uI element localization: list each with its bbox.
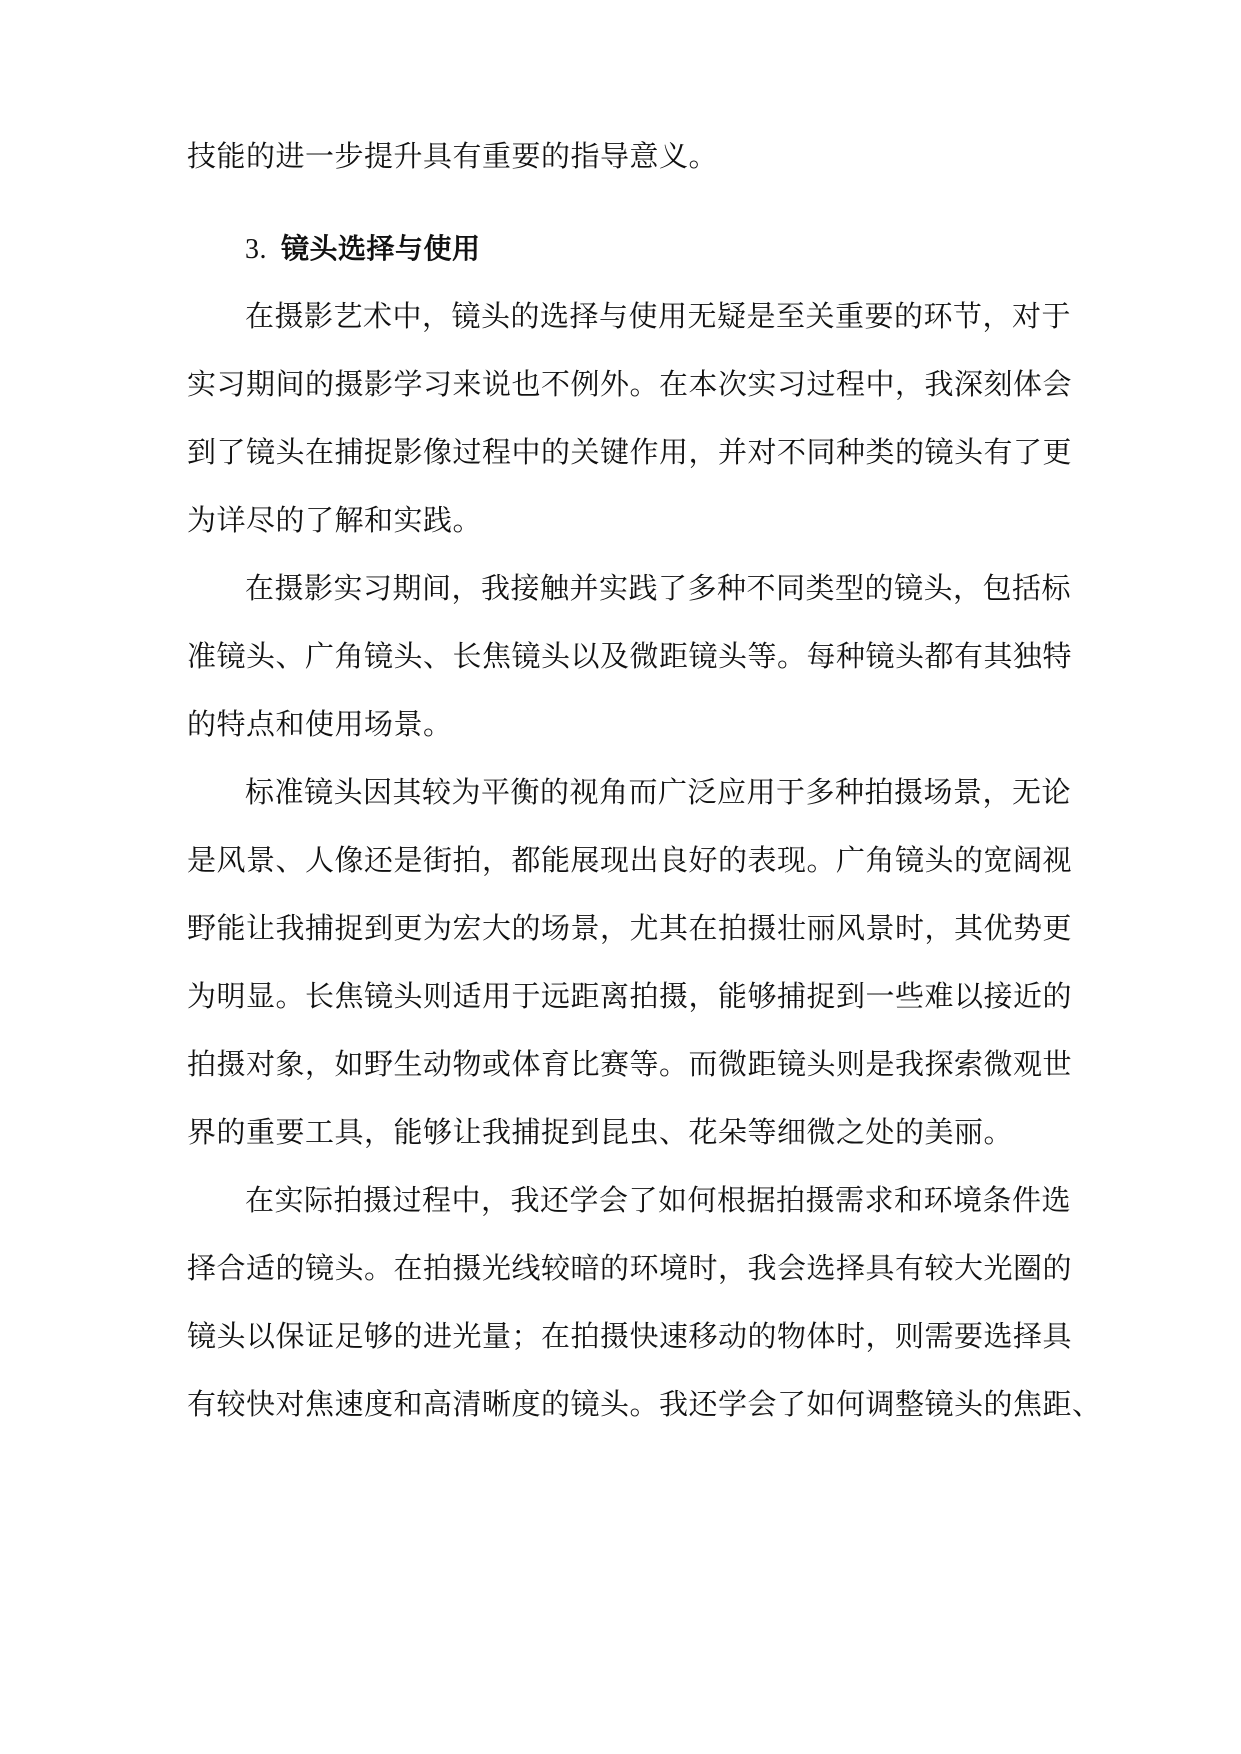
paragraph-line: 的特点和使用场景。: [187, 707, 453, 741]
section-title: 镜头选择与使用: [281, 232, 481, 265]
paragraph-line: 择合适的镜头。在拍摄光线较暗的环境时，我会选择具有较大光圈的: [187, 1251, 1073, 1285]
paragraph-line: 在摄影艺术中，镜头的选择与使用无疑是至关重要的环节，对于: [245, 299, 1072, 333]
paragraph-line: 技能的进一步提升具有重要的指导意义。: [187, 139, 719, 173]
section-number: 3.: [245, 234, 267, 265]
paragraph-line: 在摄影实习期间，我接触并实践了多种不同类型的镜头，包括标: [245, 571, 1072, 605]
paragraph-line: 拍摄对象，如野生动物或体育比赛等。而微距镜头则是我探索微观世: [187, 1047, 1073, 1081]
paragraph-line: 标准镜头因其较为平衡的视角而广泛应用于多种拍摄场景，无论: [245, 775, 1072, 809]
paragraph-line: 为明显。长焦镜头则适用于远距离拍摄，能够捕捉到一些难以接近的: [187, 979, 1073, 1013]
paragraph-line: 野能让我捕捉到更为宏大的场景，尤其在拍摄壮丽风景时，其优势更: [187, 911, 1073, 945]
paragraph-line: 到了镜头在捕捉影像过程中的关键作用，并对不同种类的镜头有了更: [187, 435, 1073, 469]
paragraph-line: 有较快对焦速度和高清晰度的镜头。我还学会了如何调整镜头的焦距、: [187, 1387, 1102, 1421]
section-heading: [245, 231, 481, 268]
paragraph-line: 实习期间的摄影学习来说也不例外。在本次实习过程中，我深刻体会: [187, 367, 1073, 401]
paragraph-line: 界的重要工具，能够让我捕捉到昆虫、花朵等细微之处的美丽。: [187, 1115, 1014, 1149]
paragraph-line: 准镜头、广角镜头、长焦镜头以及微距镜头等。每种镜头都有其独特: [187, 639, 1073, 673]
paragraph-line: 镜头以保证足够的进光量；在拍摄快速移动的物体时，则需要选择具: [187, 1319, 1073, 1353]
paragraph-line: 是风景、人像还是街拍，都能展现出良好的表现。广角镜头的宽阔视: [187, 843, 1073, 877]
paragraph-line: 在实际拍摄过程中，我还学会了如何根据拍摄需求和环境条件选: [245, 1183, 1072, 1217]
paragraph-line: 为详尽的了解和实践。: [187, 503, 483, 537]
